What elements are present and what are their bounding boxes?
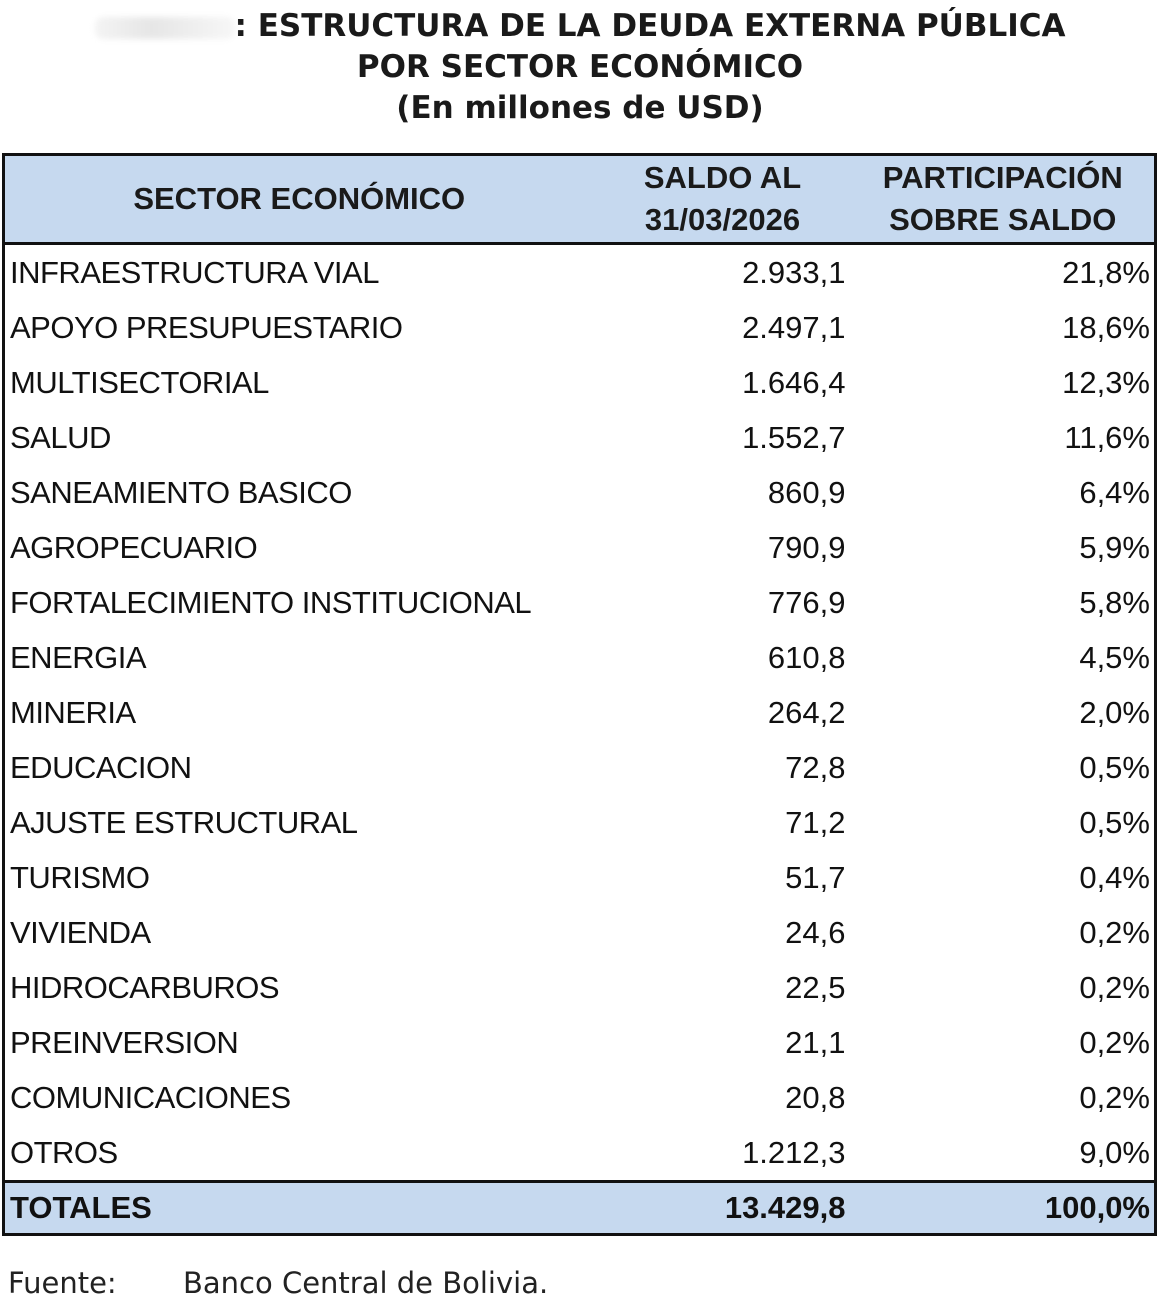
row-sector: FORTALECIMIENTO INSTITUCIONAL: [10, 585, 532, 620]
header-participacion: [852, 155, 1156, 244]
table-totals: [4, 1182, 1156, 1235]
row-saldo: 71,2: [785, 805, 846, 840]
row-saldo: 22,5: [785, 970, 846, 1005]
totals-participacion: 100,0%: [852, 1182, 1156, 1235]
table-row: [4, 410, 1156, 465]
totals-row: [4, 1182, 1156, 1235]
debt-table: [2, 153, 1157, 1236]
row-saldo: 72,8: [785, 750, 846, 785]
row-participacion: 0,5%: [1079, 750, 1150, 785]
row-participacion: 6,4%: [1079, 475, 1150, 510]
row-sector: OTROS: [10, 1135, 118, 1170]
row-saldo: 1.552,7: [742, 420, 846, 455]
row-sector: PREINVERSION: [10, 1025, 239, 1060]
title-line-1: [0, 6, 1160, 47]
row-saldo: 51,7: [785, 860, 846, 895]
row-sector: VIVIENDA: [10, 915, 151, 950]
table-row: [4, 244, 1156, 301]
row-participacion: 0,2%: [1079, 1080, 1150, 1115]
table-row: [4, 520, 1156, 575]
row-saldo: 860,9: [767, 475, 846, 510]
totals-saldo: 13.429,8: [594, 1182, 852, 1235]
title-line-1-text: : ESTRUCTURA DE LA DEUDA EXTERNA PÚBLICA: [234, 8, 1066, 44]
table-row: [4, 300, 1156, 355]
row-sector: HIDROCARBUROS: [10, 970, 280, 1005]
row-saldo: 776,9: [767, 585, 846, 620]
row-saldo: 20,8: [785, 1080, 846, 1115]
source-label: Fuente:: [8, 1266, 117, 1300]
row-participacion: 0,4%: [1079, 860, 1150, 895]
row-participacion: 18,6%: [1062, 310, 1150, 345]
row-participacion: 5,9%: [1079, 530, 1150, 565]
row-participacion: 4,5%: [1079, 640, 1150, 675]
header-participacion-line-1: PARTICIPACIÓN: [882, 160, 1123, 195]
totals-label: TOTALES: [4, 1182, 594, 1235]
row-saldo: 2.497,1: [742, 310, 846, 345]
table-row: [4, 740, 1156, 795]
row-sector: MULTISECTORIAL: [10, 365, 269, 400]
row-participacion: 0,2%: [1079, 970, 1150, 1005]
row-saldo: 610,8: [767, 640, 846, 675]
table-row: [4, 355, 1156, 410]
table-row: [4, 1015, 1156, 1070]
header-saldo-line-2: 31/03/2026: [644, 202, 801, 237]
header-participacion-line-2: SOBRE SALDO: [889, 202, 1117, 237]
row-sector: EDUCACION: [10, 750, 192, 785]
report-title: [0, 6, 1160, 129]
title-line-3: (En millones de USD): [396, 90, 764, 126]
row-sector: TURISMO: [10, 860, 150, 895]
title-line-2: POR SECTOR ECONÓMICO: [356, 49, 804, 85]
row-participacion: 21,8%: [1062, 255, 1150, 290]
row-saldo: 2.933,1: [742, 255, 846, 290]
header-saldo-line-1: SALDO AL: [643, 160, 802, 195]
row-sector: COMUNICACIONES: [10, 1080, 291, 1115]
row-sector: SANEAMIENTO BASICO: [10, 475, 352, 510]
table-row: [4, 575, 1156, 630]
source-note: [8, 1263, 548, 1303]
row-saldo: 790,9: [767, 530, 846, 565]
table-row: [4, 1125, 1156, 1182]
table-row: [4, 1070, 1156, 1125]
row-participacion: 0,2%: [1079, 1025, 1150, 1060]
row-saldo: 21,1: [785, 1025, 846, 1060]
row-saldo: 1.646,4: [742, 365, 846, 400]
table-row: [4, 850, 1156, 905]
table-header: [4, 155, 1156, 244]
header-saldo: [594, 155, 852, 244]
blurred-label: [95, 17, 235, 39]
row-saldo: 1.212,3: [742, 1135, 846, 1170]
row-participacion: 0,5%: [1079, 805, 1150, 840]
row-saldo: 264,2: [767, 695, 846, 730]
source-value: Banco Central de Bolivia.: [183, 1266, 549, 1300]
row-sector: MINERIA: [10, 695, 136, 730]
row-sector: AJUSTE ESTRUCTURAL: [10, 805, 358, 840]
table-row: [4, 960, 1156, 1015]
row-participacion: 12,3%: [1062, 365, 1150, 400]
row-participacion: 9,0%: [1079, 1135, 1150, 1170]
table-body: [4, 244, 1156, 1182]
table-row: [4, 685, 1156, 740]
header-sector: SECTOR ECONÓMICO: [4, 155, 594, 244]
row-sector: APOYO PRESUPUESTARIO: [10, 310, 403, 345]
row-sector: SALUD: [10, 420, 111, 455]
table-row: [4, 905, 1156, 960]
row-saldo: 24,6: [785, 915, 846, 950]
row-participacion: 5,8%: [1079, 585, 1150, 620]
row-sector: AGROPECUARIO: [10, 530, 258, 565]
row-sector: INFRAESTRUCTURA VIAL: [10, 255, 379, 290]
table-row: [4, 630, 1156, 685]
row-sector: ENERGIA: [10, 640, 147, 675]
table-row: [4, 795, 1156, 850]
row-participacion: 0,2%: [1079, 915, 1150, 950]
row-participacion: 11,6%: [1064, 420, 1150, 455]
table-row: [4, 465, 1156, 520]
row-participacion: 2,0%: [1079, 695, 1150, 730]
